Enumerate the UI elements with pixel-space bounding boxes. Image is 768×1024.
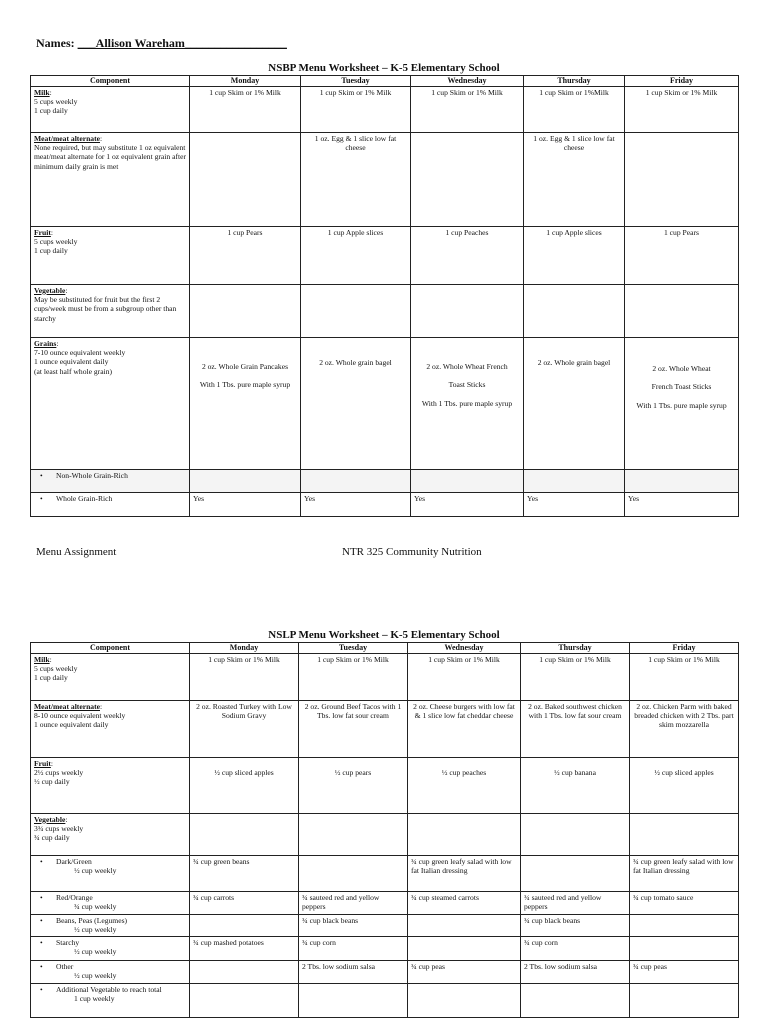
- component-cell: Vegetable: 3¾ cups weekly ¾ cup daily: [31, 813, 190, 855]
- subgroup-row-red-orange: [31, 891, 739, 914]
- component-title: Fruit: [34, 227, 51, 237]
- day-cell: ½ cup peaches: [408, 757, 521, 813]
- footer-course: NTR 325 Community Nutrition: [342, 546, 482, 558]
- column-header: Component: [31, 643, 190, 654]
- day-cell: 2 oz. Whole Grain Pancakes With 1 Tbs. pure maple syrup: [190, 337, 301, 469]
- day-cell: 1 cup Skim or 1% Milk: [630, 653, 739, 700]
- component-cell: [31, 983, 190, 1017]
- day-cell: ¾ cup steamed carrots: [408, 891, 521, 914]
- component-desc: 5 cups weekly 1 cup daily: [34, 664, 78, 683]
- day-cell: [190, 983, 299, 1017]
- day-cell: [299, 983, 408, 1017]
- day-cell: 2 oz. Whole Wheat French Toast Sticks With 1 Tbs. pure maple syrup: [625, 337, 739, 469]
- component-desc: 5 cups weekly 1 cup daily: [34, 237, 78, 256]
- day-cell: ¾ sauteed red and yellow peppers: [521, 891, 630, 914]
- component-cell: Fruit: 2½ cups weekly ½ cup daily: [31, 757, 190, 813]
- component-title: Vegetable: [34, 285, 66, 295]
- fruit-row: [31, 757, 739, 813]
- component-title: Milk: [34, 87, 50, 97]
- component-cell: Grains: 7-10 ounce equivalent weekly 1 ounce equivalent daily (at least half whole grain): [31, 337, 190, 469]
- day-cell: [411, 469, 524, 492]
- day-cell: Yes: [625, 492, 739, 516]
- component-desc: 5 cups weekly 1 cup daily: [34, 97, 78, 116]
- day-cell: [524, 469, 625, 492]
- component-cell: Milk: 5 cups weekly 1 cup daily: [31, 86, 190, 132]
- day-cell: 1 cup Pears: [190, 226, 301, 284]
- header-row: [31, 76, 739, 87]
- day-cell: [408, 983, 521, 1017]
- component-title: Grains: [34, 338, 57, 348]
- day-cell: ½ cup banana: [521, 757, 630, 813]
- subgroup-label: • Other: [34, 962, 186, 971]
- day-cell: 2 oz. Chicken Parm with baked breaded chicken with 2 Tbs. part skim mozzarella: [630, 700, 739, 757]
- component-cell: Meat/meat alternate: 8-10 ounce equivalent weekly 1 ounce equivalent daily: [31, 700, 190, 757]
- subgroup-row-additional: [31, 983, 739, 1017]
- day-cell: 2 oz. Baked southwest chicken with 1 Tbs. low fat sour cream: [521, 700, 630, 757]
- day-cell: [524, 284, 625, 337]
- column-header: Monday: [190, 76, 301, 87]
- nslp-worksheet-table: [30, 642, 739, 1018]
- day-cell: 1 cup Skim or 1% Milk: [299, 653, 408, 700]
- day-cell: 2 Tbs. low sodium salsa: [299, 960, 408, 983]
- subgroup-amount: ½ cup weekly: [74, 866, 117, 875]
- day-cell: 1 cup Skim or 1% Milk: [301, 86, 411, 132]
- day-cell: [411, 284, 524, 337]
- component-cell: [31, 469, 190, 492]
- grains-row: [31, 337, 739, 469]
- day-cell: 1 cup Skim or 1% Milk: [625, 86, 739, 132]
- day-cell: [625, 132, 739, 226]
- day-cell: ¾ cup carrots: [190, 891, 299, 914]
- component-desc: None required, but may substitute 1 oz equivalent meat/meat alternate for 1 oz equivalent grain after minimum daily grain is met: [34, 143, 187, 171]
- nsbp-worksheet-table: [30, 75, 739, 517]
- day-cell: [625, 284, 739, 337]
- column-header: Tuesday: [299, 643, 408, 654]
- subgroup-label: • Dark/Green: [34, 857, 186, 866]
- day-cell: ½ cup sliced apples: [190, 757, 299, 813]
- subgroup-amount: ½ cup weekly: [74, 947, 117, 956]
- subgroup-label: • Non-Whole Grain-Rich: [34, 471, 186, 480]
- day-cell: [411, 132, 524, 226]
- day-cell: ¾ cup corn: [299, 936, 408, 960]
- day-cell: ½ cup pears: [299, 757, 408, 813]
- names-label: Names:: [36, 36, 75, 50]
- day-cell: 2 oz. Ground Beef Tacos with 1 Tbs. low fat sour cream: [299, 700, 408, 757]
- day-cell: [521, 983, 630, 1017]
- whole-grain-row: [31, 492, 739, 516]
- column-header: Wednesday: [411, 76, 524, 87]
- day-cell: [190, 914, 299, 936]
- non-whole-grain-row: [31, 469, 739, 492]
- day-cell: [190, 284, 301, 337]
- component-desc: May be substituted for fruit but the first 2 cups/week must be from a subgroup other than starchy: [34, 295, 177, 323]
- subgroup-row-dark-green: [31, 855, 739, 891]
- meat-row: [31, 700, 739, 757]
- component-title: Fruit: [34, 758, 51, 768]
- meat-row: [31, 132, 739, 226]
- subgroup-row-beans-peas: [31, 914, 739, 936]
- component-cell: Meat/meat alternate: None required, but may substitute 1 oz equivalent meat/meat alternate for 1 oz equivalent grain after minimum daily grain is met: [31, 132, 190, 226]
- day-cell: ¾ cup peas: [408, 960, 521, 983]
- column-header: Wednesday: [408, 643, 521, 654]
- day-cell: ¾ cup black beans: [521, 914, 630, 936]
- subgroup-amount: ¾ cup weekly: [74, 902, 117, 911]
- component-cell: [31, 914, 190, 936]
- milk-row: [31, 86, 739, 132]
- component-cell: Milk: 5 cups weekly 1 cup daily: [31, 653, 190, 700]
- subgroup-label: • Additional Vegetable to reach total: [34, 985, 186, 994]
- day-cell: ½ cup sliced apples: [630, 757, 739, 813]
- day-cell: 2 oz. Whole grain bagel: [301, 337, 411, 469]
- day-cell: [625, 469, 739, 492]
- subgroup-amount: 1 cup weekly: [74, 994, 115, 1003]
- day-cell: [190, 960, 299, 983]
- component-title: Meat/meat alternate: [34, 701, 100, 711]
- component-cell: Fruit: 5 cups weekly 1 cup daily: [31, 226, 190, 284]
- names-value: ___Allison Wareham_________________: [77, 36, 287, 50]
- component-cell: [31, 891, 190, 914]
- day-cell: [408, 813, 521, 855]
- component-title: Milk: [34, 654, 50, 664]
- column-header: Monday: [190, 643, 299, 654]
- column-header: Friday: [630, 643, 739, 654]
- subgroup-label: • Beans, Peas (Legumes): [34, 916, 186, 925]
- day-cell: 1 cup Apple slices: [524, 226, 625, 284]
- day-cell: 1 oz. Egg & 1 slice low fat cheese: [301, 132, 411, 226]
- day-cell: ¾ cup black beans: [299, 914, 408, 936]
- day-cell: ¾ cup green leafy salad with low fat Italian dressing: [408, 855, 521, 891]
- day-cell: [408, 936, 521, 960]
- component-title: Meat/meat alternate: [34, 133, 100, 143]
- day-cell: Yes: [190, 492, 301, 516]
- subgroup-row-other: [31, 960, 739, 983]
- day-cell: [521, 813, 630, 855]
- day-cell: Yes: [524, 492, 625, 516]
- day-cell: 1 cup Skim or 1%Milk: [524, 86, 625, 132]
- subgroup-label: • Whole Grain-Rich: [34, 494, 186, 503]
- day-cell: ¾ cup corn: [521, 936, 630, 960]
- day-cell: 1 cup Pears: [625, 226, 739, 284]
- day-cell: 1 cup Skim or 1% Milk: [190, 653, 299, 700]
- day-cell: [630, 813, 739, 855]
- day-cell: 1 oz. Egg & 1 slice low fat cheese: [524, 132, 625, 226]
- day-cell: [299, 813, 408, 855]
- day-cell: [408, 914, 521, 936]
- day-cell: [521, 855, 630, 891]
- day-cell: 2 Tbs. low sodium salsa: [521, 960, 630, 983]
- component-desc: 8-10 ounce equivalent weekly 1 ounce equivalent daily: [34, 711, 126, 730]
- day-cell: 1 cup Skim or 1% Milk: [408, 653, 521, 700]
- day-cell: 1 cup Skim or 1% Milk: [411, 86, 524, 132]
- day-cell: ¾ cup tomato sauce: [630, 891, 739, 914]
- component-desc: 3¾ cups weekly ¾ cup daily: [34, 824, 84, 843]
- fruit-row: [31, 226, 739, 284]
- nslp-title: NSLP Menu Worksheet – K-5 Elementary School: [268, 629, 500, 641]
- names-line: [36, 36, 287, 51]
- component-desc: 2½ cups weekly ½ cup daily: [34, 768, 84, 787]
- day-cell: [299, 855, 408, 891]
- day-cell: 2 oz. Cheese burgers with low fat & 1 slice low fat cheddar cheese: [408, 700, 521, 757]
- component-cell: [31, 492, 190, 516]
- day-cell: ¾ cup green beans: [190, 855, 299, 891]
- day-cell: [190, 469, 301, 492]
- subgroup-label: • Red/Orange: [34, 893, 186, 902]
- day-cell: 2 oz. Whole grain bagel: [524, 337, 625, 469]
- column-header: Component: [31, 76, 190, 87]
- nsbp-title: NSBP Menu Worksheet – K-5 Elementary School: [268, 62, 500, 74]
- subgroup-row-starchy: [31, 936, 739, 960]
- component-cell: [31, 936, 190, 960]
- day-cell: [190, 132, 301, 226]
- day-cell: ¾ cup peas: [630, 960, 739, 983]
- day-cell: 1 cup Peaches: [411, 226, 524, 284]
- day-cell: ¾ cup mashed potatoes: [190, 936, 299, 960]
- day-cell: Yes: [301, 492, 411, 516]
- footer-assignment: Menu Assignment: [36, 546, 117, 558]
- day-cell: 1 cup Apple slices: [301, 226, 411, 284]
- subgroup-label: • Starchy: [34, 938, 186, 947]
- column-header: Friday: [625, 76, 739, 87]
- day-cell: ¾ sauteed red and yellow peppers: [299, 891, 408, 914]
- component-desc: 7-10 ounce equivalent weekly 1 ounce equivalent daily (at least half whole grain): [34, 348, 126, 376]
- day-cell: [630, 914, 739, 936]
- component-cell: Vegetable: May be substituted for fruit but the first 2 cups/week must be from a subgroup other than starchy: [31, 284, 190, 337]
- component-cell: [31, 960, 190, 983]
- day-cell: [630, 983, 739, 1017]
- milk-row: [31, 653, 739, 700]
- vegetable-row: [31, 813, 739, 855]
- column-header: Thursday: [521, 643, 630, 654]
- day-cell: [301, 469, 411, 492]
- day-cell: 2 oz. Whole Wheat French Toast Sticks With 1 Tbs. pure maple syrup: [411, 337, 524, 469]
- day-cell: [190, 813, 299, 855]
- day-cell: ¾ cup green leafy salad with low fat Italian dressing: [630, 855, 739, 891]
- subgroup-amount: ½ cup weekly: [74, 971, 117, 980]
- day-cell: [630, 936, 739, 960]
- subgroup-amount: ½ cup weekly: [74, 925, 117, 934]
- column-header: Thursday: [524, 76, 625, 87]
- column-header: Tuesday: [301, 76, 411, 87]
- component-cell: [31, 855, 190, 891]
- day-cell: 1 cup Skim or 1% Milk: [190, 86, 301, 132]
- vegetable-row: [31, 284, 739, 337]
- day-cell: 2 oz. Roasted Turkey with Low Sodium Gravy: [190, 700, 299, 757]
- header-row: [31, 643, 739, 654]
- day-cell: Yes: [411, 492, 524, 516]
- day-cell: [301, 284, 411, 337]
- component-title: Vegetable: [34, 814, 66, 824]
- day-cell: 1 cup Skim or 1% Milk: [521, 653, 630, 700]
